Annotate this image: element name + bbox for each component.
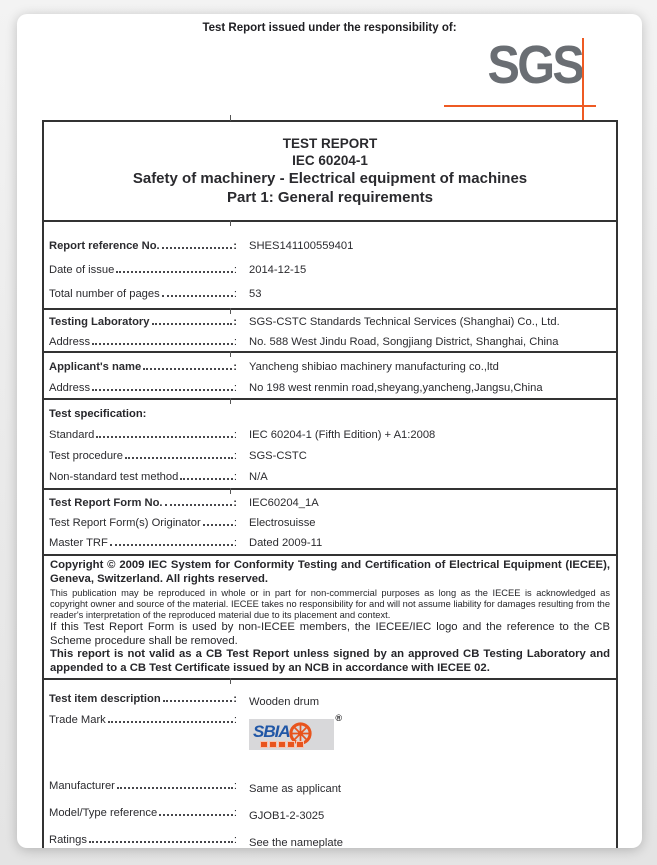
table-row: [49, 466, 611, 487]
table-row: [49, 377, 611, 398]
row-label: Trade Mark :: [49, 714, 237, 726]
copyright-reproduction-terms: This publication may be reproduced in whole or in part for non-commercial purposes as long as the IECEE is acknowledged as copyright owner and source of the material. IECEE takes no responsibility for and will not assume liability for damages resulting from the reader's interpretation of the reproduced material due to its placement and context.: [50, 588, 610, 620]
table-row: [49, 445, 611, 466]
row-value: Electrosuisse: [249, 517, 316, 529]
dot-leader: [110, 544, 233, 546]
row-value: N/A: [249, 470, 268, 483]
row-label: Testing Laboratory :: [49, 316, 237, 328]
row-value: IEC60204_1A: [249, 497, 319, 509]
row-label: Total number of pages :: [49, 288, 237, 300]
table-row: [49, 424, 611, 445]
row-label: Address :: [49, 382, 237, 394]
table-row: [49, 356, 611, 377]
table-row: [49, 234, 611, 258]
row-label: Report reference No. :: [49, 240, 237, 252]
trademark-logo-box: [249, 713, 342, 750]
report-page: [17, 14, 642, 848]
report-table: [42, 120, 618, 848]
registered-mark-icon: ®: [335, 713, 342, 723]
copyright-validity-note: This report is not valid as a CB Test Report unless signed by an approved CB Testing Laboratory and appended to a CB Test Certificate issued by an NCB in accordance with IECEE 02.: [50, 648, 610, 674]
copyright-non-iecee-note: If this Test Report Form is used by non-IECEE members, the IECEE/IEC logo and the reference to the CB Scheme procedure shall be removed.: [50, 621, 610, 647]
row-label: Standard :: [49, 429, 237, 441]
copyright-notice: Copyright © 2009 IEC System for Conformity Testing and Certification of Electrical Equipment (IECEE), Geneva, Switzerland. All rights reserved.: [50, 559, 610, 585]
dot-leader: [89, 841, 233, 843]
table-row: [49, 282, 611, 306]
row-label: Date of issue :: [49, 264, 237, 276]
table-row: [49, 772, 611, 799]
dot-leader: [203, 524, 233, 526]
title-line-1: TEST REPORT: [282, 136, 378, 151]
dot-leader: [92, 343, 233, 345]
section-report-reference: [44, 220, 616, 308]
dot-leader: [116, 271, 233, 273]
row-value: Wooden drum: [249, 696, 320, 708]
row-value: No 198 west renmin road,sheyang,yancheng,Jangsu,China: [249, 381, 543, 394]
section-test-specification: [44, 398, 616, 488]
row-label: Model/Type reference :: [49, 807, 237, 819]
sgs-logo-text: SGS: [487, 35, 582, 95]
title-block: [44, 122, 616, 220]
test-specification-heading: Test specification:: [49, 407, 147, 420]
table-row: [49, 258, 611, 282]
issued-under-responsibility-line: Test Report issued under the responsibility of:: [202, 22, 457, 34]
row-label: Manufacturer :: [49, 780, 237, 792]
trademark-text: SBIA: [253, 722, 290, 741]
table-row: [49, 332, 611, 352]
table-row: [49, 513, 611, 533]
section-test-item: [44, 678, 616, 848]
table-row: [49, 493, 611, 513]
row-label: Test procedure :: [49, 450, 237, 462]
dot-leader: [152, 323, 233, 325]
dot-leader: [143, 368, 232, 370]
title-line-4: Part 1: General requirements: [227, 189, 433, 206]
row-label: Address :: [49, 336, 237, 348]
row-value: 53: [249, 288, 262, 300]
row-value: Dated 2009-11: [249, 537, 323, 549]
dot-leader: [92, 389, 233, 391]
row-value: Yancheng shibiao machinery manufacturing co.,ltd: [249, 360, 499, 373]
row-value: SGS-CSTC: [249, 449, 307, 462]
section-copyright: [44, 554, 616, 678]
row-label: Test Report Form No. :: [49, 497, 237, 509]
row-label: Non-standard test method :: [49, 471, 237, 483]
dot-leader: [125, 457, 233, 459]
row-value: IEC 60204-1 (Fifth Edition) + A1:2008: [249, 428, 436, 441]
section-testing-laboratory: [44, 308, 616, 351]
table-row: [49, 799, 611, 826]
row-value: SGS-CSTC Standards Technical Services (Shanghai) Co., Ltd.: [249, 316, 560, 328]
dot-leader: [108, 721, 233, 723]
row-value: SHES141100559401: [249, 240, 354, 252]
sgs-logo-vertical-line: [582, 38, 584, 124]
dot-leader: [162, 247, 233, 249]
row-value: 2014-12-15: [249, 264, 307, 276]
row-label: Ratings :: [49, 834, 237, 846]
table-row: [49, 312, 611, 332]
dot-leader: [165, 504, 233, 506]
dot-leader: [162, 295, 233, 297]
trademark-character-strip: [260, 741, 304, 748]
trademark-logo: [249, 713, 342, 750]
table-row: [49, 686, 611, 712]
row-value: See the nameplate: [249, 836, 343, 848]
title-line-2: IEC 60204-1: [292, 153, 368, 168]
row-label: Master TRF :: [49, 537, 237, 549]
sgs-logo: [444, 35, 614, 130]
table-row: [49, 533, 611, 553]
dot-leader: [180, 478, 233, 480]
sgs-logo-horizontal-line: [444, 105, 596, 107]
dot-leader: [117, 787, 233, 789]
dot-leader: [163, 700, 233, 702]
row-label: Test item description :: [49, 693, 237, 705]
section-applicant: [44, 351, 616, 398]
dot-leader: [159, 814, 233, 816]
section-test-report-form: [44, 488, 616, 554]
title-line-3: Safety of machinery - Electrical equipment of machines: [132, 170, 528, 187]
row-value: No. 588 West Jindu Road, Songjiang District, Shanghai, China: [249, 336, 559, 348]
row-value: GJOB1-2-3025: [249, 809, 325, 822]
table-row: [49, 826, 611, 848]
dot-leader: [96, 436, 232, 438]
row-label: Applicant's name :: [49, 361, 237, 373]
table-row: [49, 712, 611, 772]
row-label: Test Report Form(s) Originator :: [49, 517, 237, 529]
row-value: Same as applicant: [249, 782, 342, 795]
